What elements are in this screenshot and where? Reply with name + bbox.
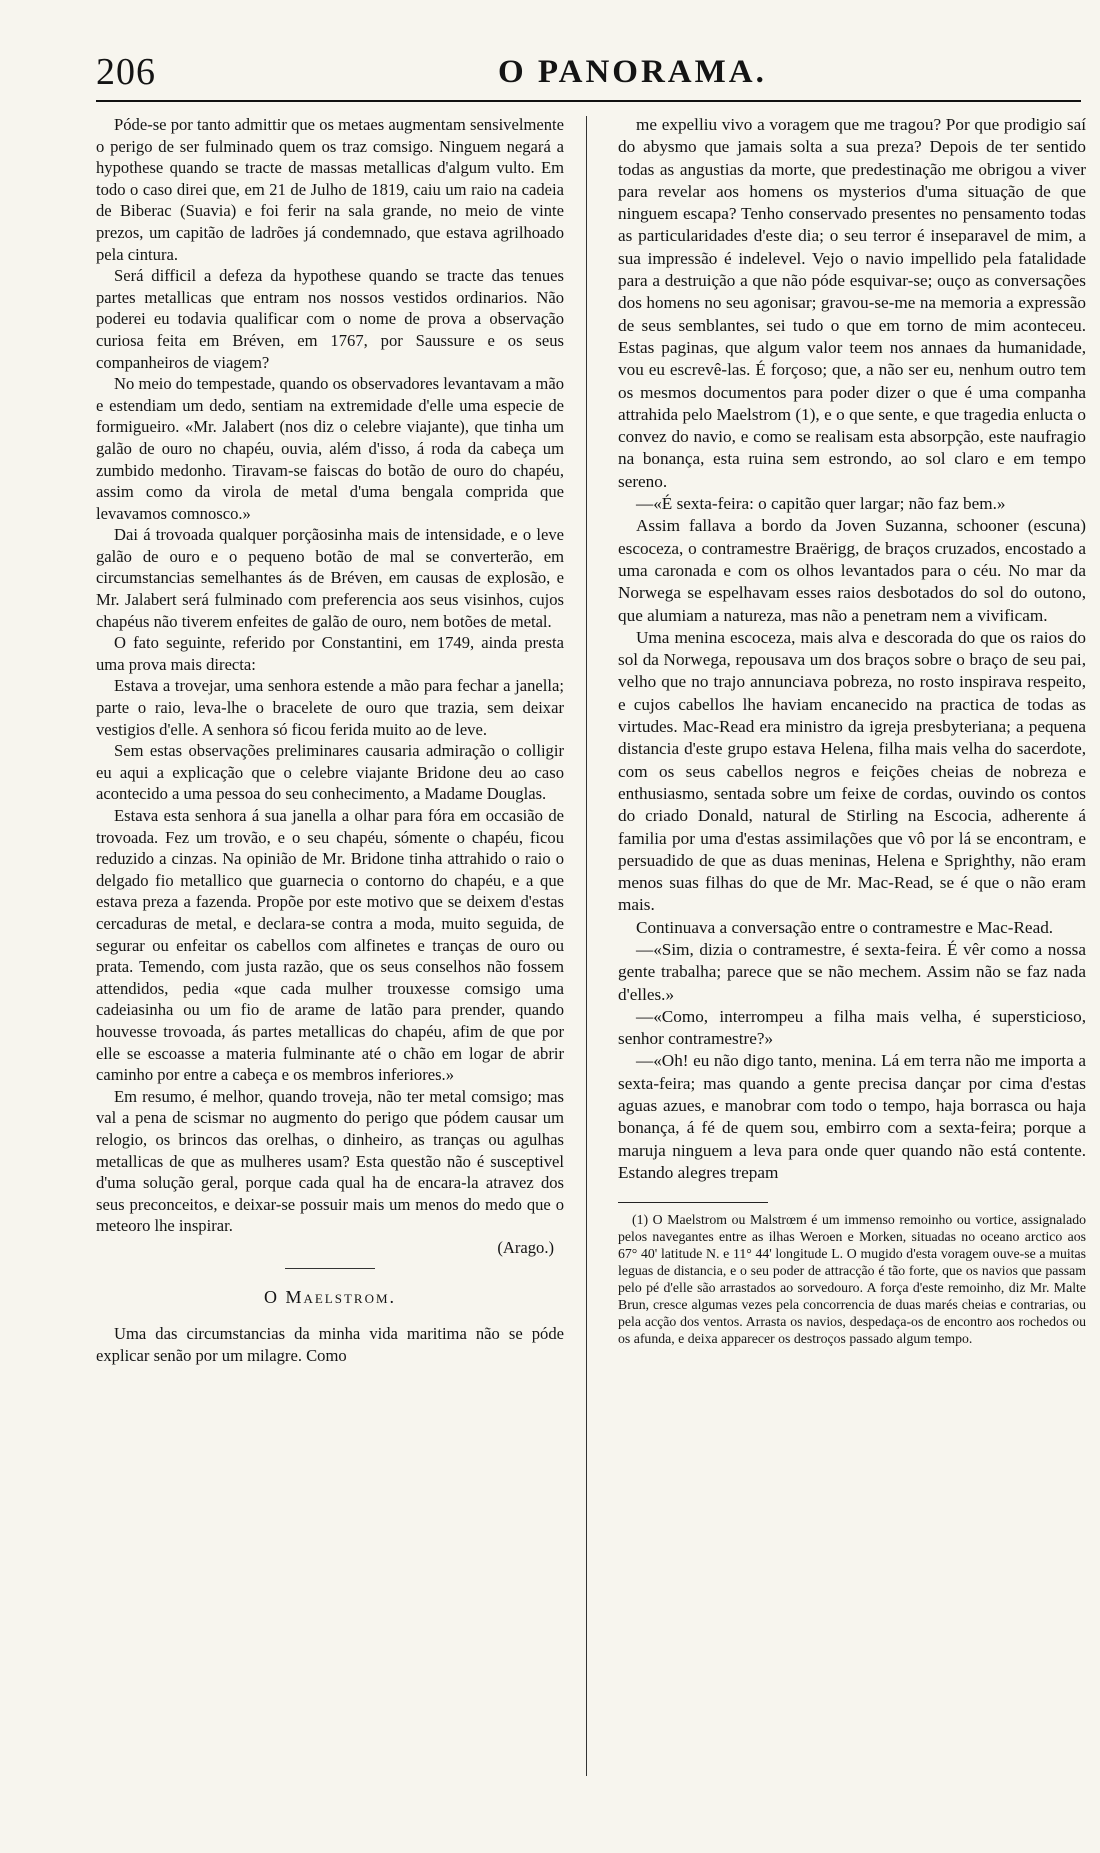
footnote-rule xyxy=(618,1202,768,1203)
paragraph: Uma menina escoceza, mais alva e descorada do que os raios do sol da Norwega, repousava um dos braços sobre o braço de seu pai, velho que no trajo annunciava pobreza, no rosto inspirava respeito, e cujos cabellos lhe haviam encanecido na practica de todas as virtudes. Mac-Read era ministro da igreja presbyteriana; a pequena distancia d'este grupo estava Helena, filha mais velha do sacerdote, com os seus cabellos negros e feições cheias de nobreza e enthusiasmo, sentada sobre um feixe de cordas, ouvindo os contos do criado Donald, natural de Stirling na Escocia, adherente á familia por uma d'estas assimilações que vô por lá se encontram, e persuadido de que as duas meninas, Helena e Sprighthy, não eram menos suas filhas do que de Mr. Mac-Read, se é que o não eram mais. xyxy=(618,627,1086,915)
paragraph: No meio do tempestade, quando os observadores levantavam a mão e estendiam um dedo, sentiam na extremidade d'elle uma especie de formigueiro. «Mr. Jalabert (nos diz o celebre viajante), que tinha um galão de ouro no chapéu, ouvia, além d'isso, á roda da cabeça um zumbido medonho. Tiravam-se faiscas do botão de ouro do chapéu, assim como da virola de metal d'uma bengala comprida que levavamos comnosco.» xyxy=(96,374,564,523)
newspaper-page xyxy=(78,28,1088,1828)
page-number: 206 xyxy=(96,51,156,93)
paragraph: Sem estas observações preliminares causaria admiração o colligir eu aqui a explicação que o celebre viajante Bridone deu ao caso acontecido a uma pessoa do seu conhecimento, a Madame Douglas. xyxy=(96,741,564,804)
paragraph: —«Como, interrompeu a filha mais velha, é supersticioso, senhor contramestre?» xyxy=(618,1006,1086,1049)
footnote: (1) O Maelstrom ou Malstrœm é um immenso remoinho ou vortice, assignalado pelos navegantes entre as ilhas Weroen e Morken, situadas no oceano arctico aos 67° 40' latitude N. e 11° 44' longitude L. O mugido d'esta voragem ouve-se a muitas leguas de distancia, e o seu poder de attracção é tão forte, que os navios que passam pelo pé d'elle são arrastados ao sorvedouro. A força d'este remoinho, diz Mr. Malte Brun, cresce algumas vezes pela concorrencia de duas marés cheias e contrarias, ou pela acção dos ventos. Arrasta os navios, despedaça-os de encontro aos rochedos ou os afunda, e deixa apparecer os destroços passado algum tempo. xyxy=(618,1212,1086,1347)
paragraph: Dai á trovoada qualquer porçãosinha mais de intensidade, e o leve galão de ouro e o pequeno botão de mal se converterão, em circumstancias semelhantes ás de Bréven, em causas de explosão, e Mr. Jalabert será fulminado com preferencia aos seus visinhos, cujos chapéus não tiverem enfeites de galão de ouro, nem botões de metal. xyxy=(96,525,564,631)
paragraph: Assim fallava a bordo da Joven Suzanna, schooner (escuna) escoceza, o contramestre Braërigg, de braços cruzados, encostado a uma caronada e com os olhos levantados para o céu. No mar da Norwega se espelhavam esses raios desbotados do sol do outono, que alumiam a natureza, mas não a penetram nem a vivificam. xyxy=(618,516,1086,625)
paragraph: Uma das circumstancias da minha vida maritima não se póde explicar senão por um milagre. Como xyxy=(96,1324,564,1365)
paragraph: me expelliu vivo a voragem que me tragou? Por que prodigio saí do abysmo que jamais solta a sua preza? Depois de ter sentido todas as angustias da morte, que predestinação me obrigou a viver para revelar aos homens os mysterios d'uma situação de que ninguem escapa? Tenho conservado presentes no pensamento todas as particularidades d'este dia; o seu terror é inseparavel de mim, a sua impressão é indelevel. Vejo o navio impellido pela fatalidade para a destruição a que não póde esquivar-se; ouço as conversações dos homens no seu agonisar; gravou-se-me na memoria a expressão de seus semblantes, sei tudo o que em torno de mim aconteceu. Estas paginas, que algum valor teem nos annaes da humanidade, vou eu escrevê-las. É forçoso; que, a não ser eu, nenhum outro tem os mesmos documentos para poder dizer o que é uma companha attrahida pelo Maelstrom (1), e o que sente, e que tragedia enlucta o convez do navio, e como se realisam esta absorpção, este naufragio na bonança, esta ruina sem estrondo, ao sol claro e em tempo sereno. xyxy=(618,115,1086,491)
left-column xyxy=(96,114,564,1366)
paragraph: Estava esta senhora á sua janella a olhar para fóra em occasião de trovoada. Fez um trovão, e o seu chapéu, sómente o chapéu, ficou reduzido a cinzas. Na opinião de Mr. Bridone tinha attrahido o raio o delgado fio metallico que guarnecia o contorno do chapéu, e a que estava preza a fazenda. Propõe por este motivo que se deixem d'estas cercaduras de metal, e declara-se contra a moda, muito seguida, de segurar ou enfeitar os cabellos com alfinetes e tranças de ouro ou prata. Temendo, com justa razão, que os seus conselhos não fossem attendidos, pedia «que cada mulher trouxesse comsigo uma cadeiasinha ou um fio de arame de latão para prender, quando houvesse trovoada, ás partes metallicas do chapéu, afim de que por elle se escoasse a materia fulminante até o chão em logar de abrir caminho por entre a cabeça e os membros inferiores.» xyxy=(96,806,564,1085)
author-signature: (Arago.) xyxy=(497,1237,554,1257)
paragraph: Continuava a conversação entre o contramestre e Mac-Read. xyxy=(636,917,1054,937)
right-column xyxy=(618,114,1086,1347)
paragraph: Estava a trovejar, uma senhora estende a mão para fechar a janella; parte o raio, leva-lhe o bracelete de ouro que trazia, sem deixar vestigios d'elle. A senhora só ficou ferida muito ao de leve. xyxy=(96,676,564,739)
paragraph: —«Sim, dizia o contramestre, é sexta-feira. É vêr como a nossa gente trabalha; parece que se não mechem. Assim não se faz nada d'elles.» xyxy=(618,939,1086,1004)
paragraph: —«Oh! eu não digo tanto, menina. Lá em terra não me importa a sexta-feira; mas quando a gente precisa dançar por cima d'estas aguas azues, e manobrar com todo o tempo, haja borrasca ou haja bonança, á fé de quem sou, embirro com a sexta-feira; porque a maruja ninguem a leva para onde quer quando não está contente. Estando alegres trepam xyxy=(618,1051,1086,1182)
page-header xyxy=(78,28,1088,102)
paragraph: Em resumo, é melhor, quando troveja, não ter metal comsigo; mas val a pena de scismar no augmento do perigo que pódem causar um relogio, os brincos das orelhas, o dinheiro, as tranças ou agulhas metallicas de que as mulheres usam? Esta questão não é susceptivel d'uma solução geral, porque cada qual ha de encara-la atravez dos seus preconceitos, e deixar-se possuir mais um menos do medo que o meteoro lhe inspirar. xyxy=(96,1086,564,1236)
paragraph: —«É sexta-feira: o capitão quer largar; não faz bem.» xyxy=(636,494,1006,514)
section-title: O Maelstrom. xyxy=(263,1287,397,1308)
journal-title: O PANORAMA. xyxy=(498,54,767,90)
section-rule xyxy=(285,1268,375,1269)
header-rule xyxy=(96,100,1081,102)
paragraph: Póde-se por tanto admittir que os metaes augmentam sensivelmente o perigo de ser fulminado quem os traz comsigo. Ninguem negará a hypothese quando se tracte de massas metallicas d'algum vulto. Em todo o caso direi que, em 21 de Julho de 1819, caiu um raio na cadeia de Biberac (Suavia) e foi ferir na sala grande, no meio de vinte prezos, um capitão de ladrões já condemnado, que estava agrilhoado pela cintura. xyxy=(96,115,564,264)
paragraph: Será difficil a defeza da hypothese quando se tracte das tenues partes metallicas que entram nos nossos vestidos ordinarios. Não poderei eu todavia qualificar com o nome de prova a observação curiosa feita em Bréven, em 1767, por Saussure e os seus companheiros de viagem? xyxy=(96,266,564,372)
paragraph: O fato seguinte, referido por Constantini, em 1749, ainda presta uma prova mais directa: xyxy=(96,633,564,674)
column-divider xyxy=(586,116,587,1776)
